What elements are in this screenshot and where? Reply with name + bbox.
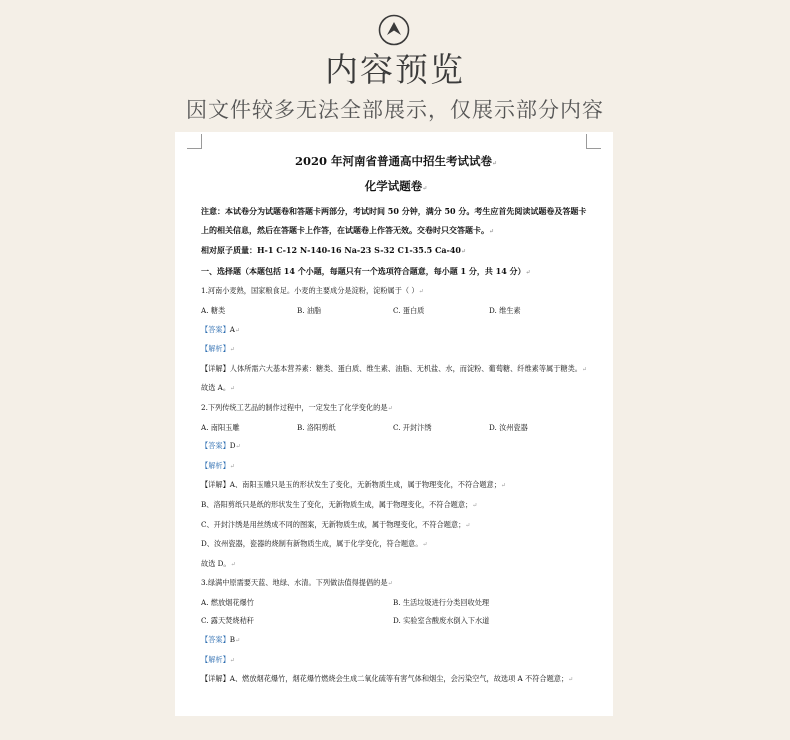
option: D. 维生素	[489, 305, 521, 315]
question-3-stem: 3.绿满中原需要天蓝、地绿、水清。下列做法值得提倡的是↵	[201, 578, 393, 588]
question-3-options-row-1	[201, 594, 591, 613]
question-3-detail: 【详解】A、燃放烟花爆竹，烟花爆竹燃烧会生成二氧化硫等有害气体和烟尘，会污染空气，故选项 A 不符合题意；↵	[201, 674, 574, 684]
question-1-answer: 【答案】A↵	[201, 324, 240, 334]
option: B. 洛阳剪纸	[297, 422, 336, 432]
question-2-options	[201, 419, 591, 438]
question-1-options	[201, 302, 591, 321]
question-2-stem: 2.下列传统工艺品的制作过程中，一定发生了化学变化的是↵	[201, 402, 393, 412]
exam-notice: 注意：本试卷分为试题卷和答题卡两部分，考试时间 50 分钟，满分 50 分。考生应首先阅读试题卷及答题卡上的相关信息，然后在答题卡上作答，在试题卷上作答无效。交卷时只交答题卡。↵	[201, 206, 587, 235]
page-title: 内容预览	[325, 50, 465, 89]
exam-title: 2020 年河南省普通高中招生考试试卷↵	[294, 154, 498, 168]
question-3-analysis: 【解析】↵	[201, 654, 235, 664]
option: C. 露天焚烧秸秆	[201, 616, 254, 626]
atomic-mass: 相对原子质量：H-1 C-12 N-140-16 Na-23 S-32 C1-35.5 Ca-40↵	[201, 245, 467, 256]
question-2-analysis: 【解析】↵	[201, 460, 235, 470]
option: B. 生活垃圾进行分类回收处理	[393, 597, 490, 607]
crop-mark-top-left	[187, 134, 202, 149]
chevron-up-circle-icon	[378, 14, 410, 46]
question-3-answer: 【答案】B↵	[201, 635, 241, 645]
question-2-detail-b: B、洛阳剪纸只是纸的形状发生了变化，无新物质生成，属于物理变化，不符合题意；↵	[201, 499, 478, 509]
option: D. 实验室含酸废水倒入下水道	[393, 616, 490, 626]
question-1-stem: 1.河南小麦熟，国家粮食足。小麦的主要成分是淀粉，淀粉属于（ ）↵	[201, 286, 424, 296]
question-3-options-row-2	[201, 612, 591, 631]
option: A. 燃放烟花爆竹	[201, 597, 254, 607]
option: C. 开封汴绣	[393, 422, 432, 432]
document-preview	[175, 132, 613, 716]
question-1-detail: 【详解】人体所需六大基本营养素：糖类、蛋白质、维生素、油脂、无机盐、水，而淀粉、葡萄糖、纤维素等属于糖类。↵	[201, 363, 587, 373]
section-heading: 一、选择题（本题包括 14 个小题，每题只有一个选项符合题意，每小题 1 分，共 14 分）↵	[201, 265, 531, 276]
question-2-conclusion: 故选 D。↵	[201, 558, 236, 568]
question-2-detail-d: D、汝州瓷器，瓷器的烧制有新物质生成，属于化学变化，符合题意。↵	[201, 539, 428, 549]
page-subtitle: 因文件较多无法全部展示，仅展示部分内容	[186, 98, 604, 122]
crop-mark-top-right	[586, 134, 601, 149]
option: A. 糖类	[201, 305, 226, 315]
option: D. 汝州瓷器	[489, 422, 528, 432]
question-2-detail-a: 【详解】A、南阳玉雕只是玉的形状发生了变化，无新物质生成，属于物理变化，不符合题意；↵	[201, 480, 506, 490]
question-2-detail-c: C、开封汴绣是用丝绣成不同的图案，无新物质生成，属于物理变化，不符合题意；↵	[201, 519, 471, 529]
question-1-conclusion: 故选 A。↵	[201, 383, 236, 393]
option: A. 南阳玉雕	[201, 422, 240, 432]
option: C. 蛋白质	[393, 305, 425, 315]
document-body	[201, 150, 591, 690]
question-2-answer: 【答案】D↵	[201, 441, 241, 451]
exam-subtitle: 化学试题卷↵	[364, 179, 428, 193]
option: B. 油脂	[297, 305, 322, 315]
question-1-analysis: 【解析】↵	[201, 344, 235, 354]
